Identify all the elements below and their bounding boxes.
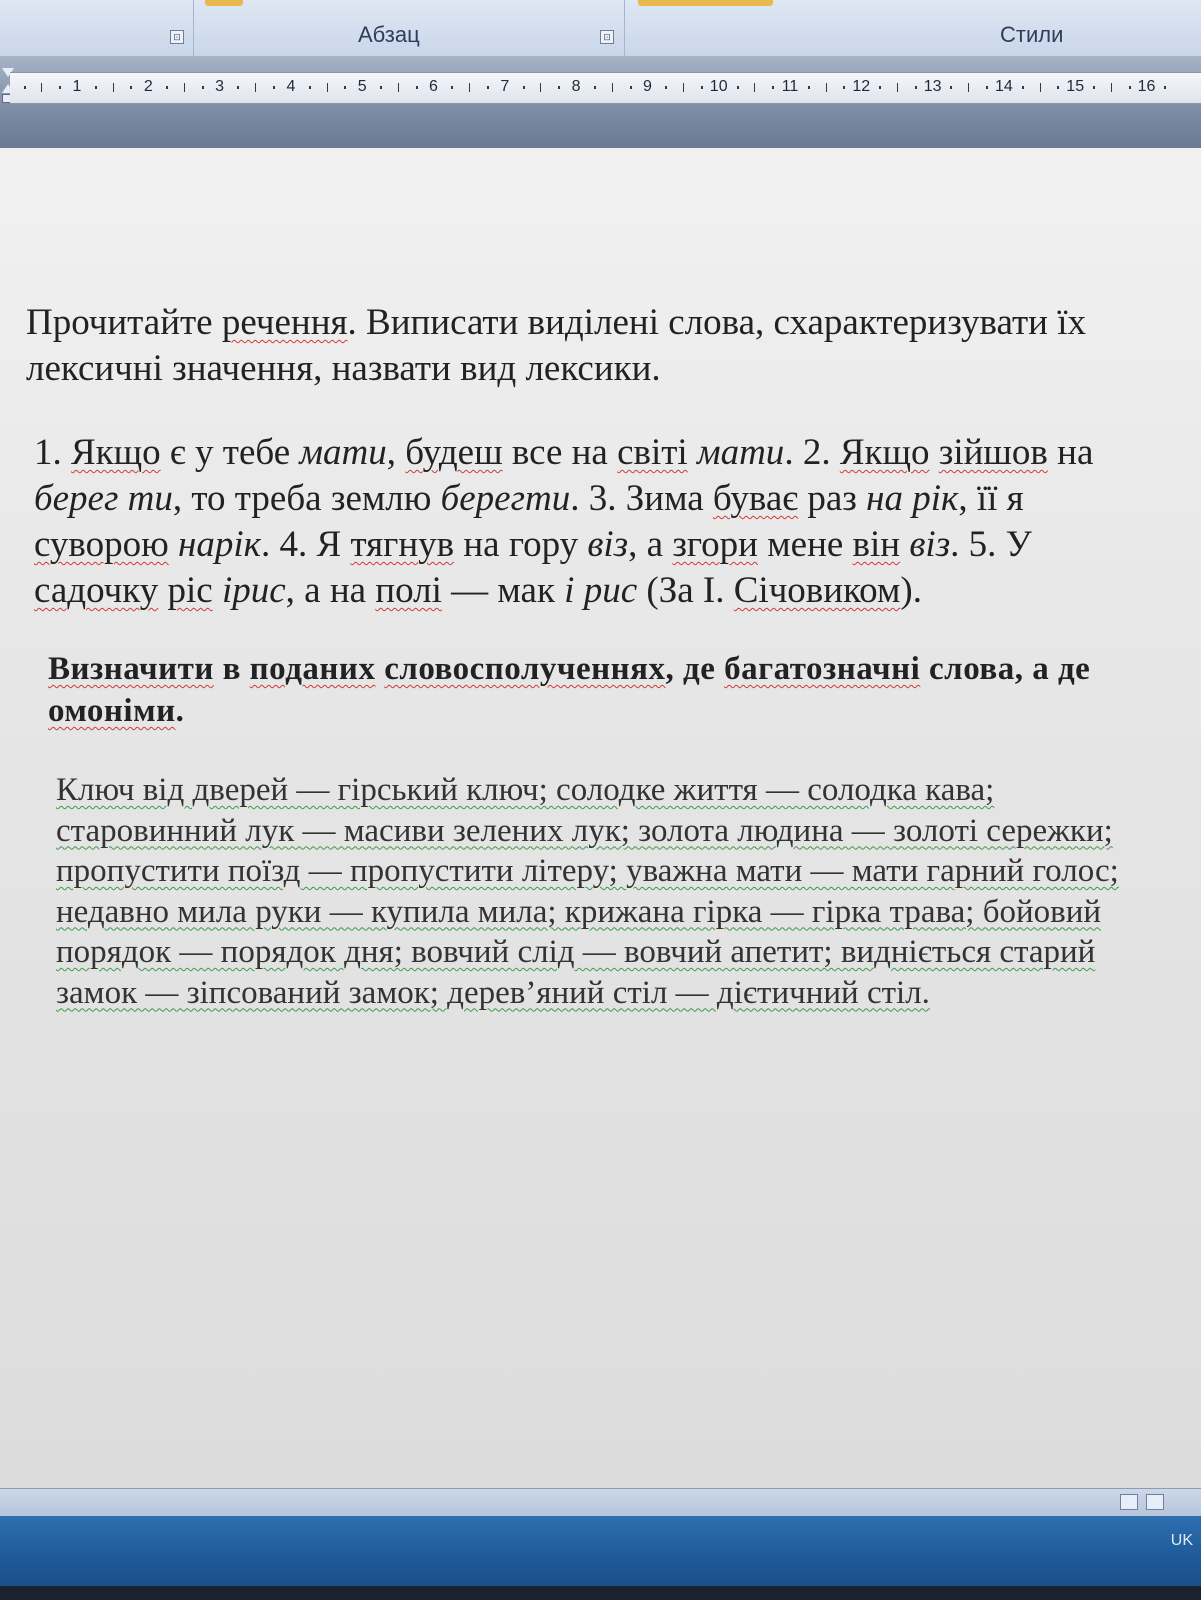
spellcheck-word: Якщо — [71, 432, 161, 473]
ruler-mark — [59, 86, 61, 89]
ruler-mark — [594, 86, 596, 89]
ruler-mark — [237, 86, 239, 89]
spellcheck-word: суворою — [34, 524, 169, 565]
text-run: на — [1047, 432, 1094, 473]
ribbon — [0, 0, 1201, 57]
ruler-mark — [523, 86, 525, 89]
text-run: , де — [665, 651, 725, 687]
ribbon-highlight — [638, 0, 773, 6]
paragraph-dialog-launcher-icon[interactable]: ⊡ — [600, 30, 614, 44]
spellcheck-word: буває — [712, 478, 799, 519]
ruler-mark — [630, 86, 632, 89]
ruler-mark — [950, 86, 952, 89]
group-label-styles: Стили — [1000, 22, 1064, 47]
ruler-mark — [1022, 86, 1024, 89]
text-run — [213, 570, 222, 611]
ruler-number: 12 — [852, 78, 871, 95]
ruler-mark — [701, 86, 703, 89]
highlighted-word: віз — [909, 524, 951, 565]
text-run: 1. — [34, 432, 71, 473]
ruler-mark — [255, 83, 256, 92]
ruler-number: 13 — [923, 78, 942, 95]
text-run: все на — [502, 432, 618, 473]
ruler-mark — [897, 83, 898, 92]
spellcheck-word: Січовиком — [733, 570, 901, 611]
text-run: — мак — [441, 570, 565, 611]
ruler-number: 7 — [500, 78, 510, 95]
highlighted-word: ірис — [221, 570, 286, 611]
ruler-mark — [451, 86, 453, 89]
spellcheck-word: зійшов — [938, 432, 1048, 473]
text-run — [169, 524, 178, 565]
ruler-number: 6 — [429, 78, 438, 95]
text-run: в — [213, 651, 250, 687]
spellcheck-word: тягнув — [350, 524, 455, 565]
ruler-mark — [24, 86, 26, 89]
text-run — [688, 432, 697, 473]
ruler-mark — [273, 86, 275, 89]
text-run: . 5. У — [950, 524, 1032, 565]
ruler-mark — [202, 86, 204, 89]
highlighted-word: мати — [696, 432, 785, 473]
spellcheck-word: ріс — [167, 570, 213, 611]
ruler-mark — [309, 86, 311, 89]
text-run: мене — [757, 524, 853, 565]
spellcheck-word: згори — [672, 524, 758, 565]
text-run: Прочитайте — [26, 302, 222, 343]
text-run: на гору — [454, 524, 588, 565]
ruler-mark — [1057, 86, 1059, 89]
text-run: . 3. Зима — [570, 478, 713, 519]
spellcheck-word: будеш — [405, 432, 503, 473]
spellcheck-word: світі — [617, 432, 688, 473]
ruler-mark — [826, 83, 827, 92]
ruler-mark — [737, 86, 739, 89]
text-run — [900, 524, 909, 565]
ruler-mark — [772, 86, 774, 89]
ruler-number: 14 — [994, 78, 1013, 95]
language-indicator[interactable]: UK — [1170, 1532, 1193, 1549]
ruler-number: 8 — [571, 78, 581, 95]
ribbon-highlight — [205, 0, 243, 6]
spellcheck-word: поданих — [249, 651, 376, 687]
ruler-mark — [95, 86, 97, 89]
screen-bezel — [0, 1586, 1201, 1600]
spellcheck-word: Визначити — [48, 651, 214, 687]
spellcheck-word: Ключ від дверей — гірський ключ; солодке життя — солодка кава; старовинний лук — масиви зелених лук; золота людина — золоті сережки; пропустити поїзд — пропустити літеру; уважна мати — мати гарний голос; недавно мила руки — купила мила; крижана гірка — гірка трава; бойовий порядок — порядок дня; вовчий слід — вовчий апетит; видніється старий замок — зіпсований замок; дерев’яний стіл — дієтичний стіл. — [56, 772, 1119, 1011]
ruler-mark — [1093, 86, 1095, 89]
text-run: , її я — [958, 478, 1024, 519]
ruler-mark — [166, 86, 168, 89]
text-run: слова, а де — [920, 651, 1091, 687]
text-run: , а — [628, 524, 673, 565]
ruler-mark — [558, 86, 560, 89]
ruler-mark — [665, 86, 667, 89]
highlighted-word: на рік — [866, 478, 959, 519]
print-layout-view-icon[interactable] — [1120, 1494, 1138, 1510]
ruler-number: 16 — [1137, 78, 1156, 95]
ruler-number: 11 — [781, 78, 799, 95]
spellcheck-word: Якщо — [839, 432, 930, 473]
task-instruction-2 — [48, 648, 1148, 732]
ruler-number: 4 — [286, 78, 296, 95]
ruler-mark — [416, 86, 418, 89]
ruler-mark — [344, 86, 346, 89]
ruler-mark — [968, 83, 969, 92]
ruler-mark — [41, 83, 42, 92]
ruler-mark — [113, 83, 114, 92]
ruler-mark — [612, 83, 613, 92]
text-run: , а на — [285, 570, 376, 611]
ruler-mark — [808, 86, 810, 89]
text-run: . 4. Я — [261, 524, 351, 565]
ruler-mark — [1164, 86, 1166, 89]
font-dialog-launcher-icon[interactable]: ⊡ — [170, 30, 184, 44]
spellcheck-word: омоніми — [48, 693, 176, 729]
ruler-number: 9 — [642, 78, 652, 95]
ruler-mark — [469, 83, 470, 92]
ruler-mark — [754, 83, 755, 92]
text-run: є у тебе — [160, 432, 300, 473]
ruler-mark — [879, 86, 881, 89]
highlighted-word: берегти — [440, 478, 571, 519]
text-run: (За І. — [637, 570, 734, 611]
text-run: . 2. — [784, 432, 840, 473]
horizontal-ruler[interactable] — [10, 72, 1201, 104]
spellcheck-word: полі — [375, 570, 442, 611]
ruler-number: 2 — [143, 78, 153, 95]
spellcheck-word: багатозначні — [724, 651, 921, 687]
ribbon-separator — [624, 0, 625, 56]
ruler-mark — [1040, 83, 1041, 92]
ruler-number: 10 — [709, 78, 728, 95]
text-run: . — [175, 693, 185, 729]
status-bar — [0, 1488, 1201, 1517]
ruler-mark — [843, 86, 845, 89]
full-screen-reading-view-icon[interactable] — [1146, 1494, 1164, 1510]
text-run: , — [386, 432, 406, 473]
text-run — [375, 651, 384, 687]
spellcheck-word: садочку — [34, 570, 159, 611]
text-run: ). — [900, 570, 922, 611]
ruler-number: 3 — [215, 78, 225, 95]
highlighted-word: мати — [299, 432, 387, 473]
text-run: . Виписати виділені слова, схарактеризувати їх лексичні значення, назвати вид лексики. — [26, 302, 1086, 389]
text-run: , то треба землю — [172, 478, 441, 519]
highlighted-word: нарік — [178, 524, 261, 565]
text-run — [929, 432, 938, 473]
spellcheck-word: речення — [221, 302, 348, 343]
ruler-mark — [683, 83, 684, 92]
ruler-mark — [487, 86, 489, 89]
ruler-mark — [380, 86, 382, 89]
ruler-number: 15 — [1066, 78, 1085, 95]
spellcheck-word: словосполученнях — [384, 651, 666, 687]
ruler-mark — [130, 86, 132, 89]
phrase-list — [56, 770, 1126, 1013]
ribbon-separator — [193, 0, 194, 56]
ruler-mark — [1129, 86, 1131, 89]
example-sentences — [34, 430, 1154, 614]
ruler-mark — [915, 86, 917, 89]
ruler-mark — [986, 86, 988, 89]
ruler-number: 5 — [357, 78, 367, 95]
highlighted-word: і рис — [564, 570, 638, 611]
ruler-number: 1 — [72, 78, 82, 95]
highlighted-word: берег ти — [34, 478, 173, 519]
text-run: раз — [798, 478, 867, 519]
group-label-paragraph: Абзац — [358, 22, 420, 47]
ruler-mark — [1111, 83, 1112, 92]
ruler-mark — [540, 83, 541, 92]
ruler-mark — [327, 83, 328, 92]
ruler-mark — [398, 83, 399, 92]
ruler-mark — [184, 83, 185, 92]
task-instruction — [26, 300, 1176, 392]
highlighted-word: віз — [587, 524, 629, 565]
spellcheck-word: він — [852, 524, 901, 565]
